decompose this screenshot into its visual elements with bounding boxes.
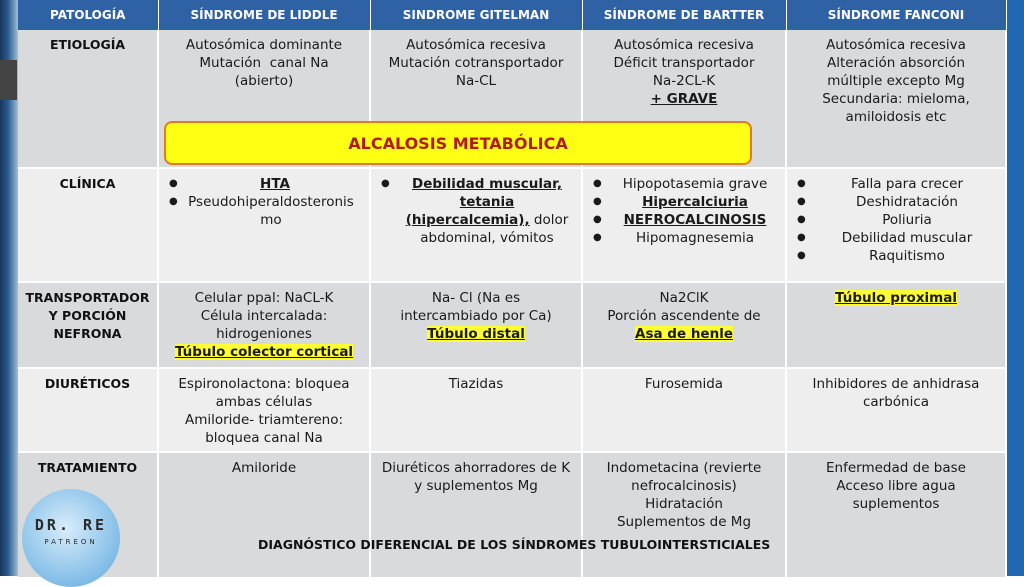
highlighted-term (163, 343, 365, 361)
text-line: múltiple excepto Mg (827, 73, 965, 89)
highlighted-term (375, 325, 577, 343)
cell-clinica-fanconi (786, 168, 1006, 282)
list-item-text: Deshidratación (856, 194, 958, 210)
header-bartter: SÍNDROME DE BARTTER (582, 0, 786, 30)
text-line: Hidratación (645, 496, 723, 512)
text-line: Mutación cotransportador (388, 55, 564, 71)
header-patologia: PATOLOGÍA (18, 0, 158, 30)
highlighted-term (791, 289, 1001, 307)
cell-diureticos-bartter (582, 368, 786, 452)
text-line: nefrocalcinosis) (631, 478, 737, 494)
text-line: y suplementos Mg (414, 478, 538, 494)
list-item (791, 247, 1001, 265)
right-decor-band (1006, 0, 1024, 576)
cell-tratamiento-liddle (158, 452, 370, 578)
highlighted-term (587, 325, 781, 343)
header-liddle: SÍNDROME DE LIDDLE (158, 0, 370, 30)
row-transportador (18, 282, 1006, 368)
list-item-text: Debilidad muscular (841, 230, 973, 246)
cell-etiologia-fanconi (786, 30, 1006, 168)
text-line: Na2ClK (659, 290, 709, 306)
list-item (587, 175, 781, 193)
list-item (791, 175, 1001, 193)
text-line: ambas células (215, 394, 313, 410)
list-item-text: Hipomagnesemia (635, 230, 755, 246)
text-line: Diuréticos ahorradores de K (381, 460, 571, 476)
cell-tratamiento-gitelman (370, 452, 582, 578)
text-line: Tiazidas (448, 376, 504, 392)
list-item-text-emph: Debilidad muscular, tetania (hipercalcemia), (405, 176, 562, 228)
text-line: Indometacina (revierte (606, 460, 762, 476)
text-line: Autosómica recesiva (826, 37, 966, 53)
list-item (587, 211, 781, 229)
list-item (163, 175, 365, 193)
text-line: Acceso libre agua (836, 478, 956, 494)
text-line: Autosómica dominante (185, 37, 343, 53)
text-line: carbónica (862, 394, 930, 410)
header-gitelman: SINDROME GITELMAN (370, 0, 582, 30)
logo-title: DR. RE (34, 516, 108, 534)
text-line: Autosómica recesiva (614, 37, 754, 53)
cell-diureticos-liddle (158, 368, 370, 452)
text-line: Mutación canal Na (199, 55, 329, 71)
text-line: (abierto) (234, 73, 294, 89)
row-label-transportador: TRANSPORTADOR Y PORCIÓN NEFRONA (18, 282, 158, 368)
cell-clinica-bartter (582, 168, 786, 282)
highlighted-term-text: Asa de henle (635, 326, 733, 342)
bullet-list (791, 175, 1001, 265)
row-tratamiento (18, 452, 1006, 578)
list-item (375, 175, 577, 247)
list-item (587, 229, 781, 247)
alcalosis-banner: ALCALOSIS METABÓLICA (164, 121, 752, 165)
text-line: Enfermedad de base (826, 460, 966, 476)
text-line: amiloidosis etc (845, 109, 947, 125)
highlighted-term-text: Túbulo proximal (835, 290, 957, 306)
row-label-diureticos: DIURÉTICOS (18, 368, 158, 452)
cell-clinica-liddle (158, 168, 370, 282)
slide-caption: DIAGNÓSTICO DIFERENCIAL DE LOS SÍNDROMES TUBULOINTERSTICIALES (258, 537, 771, 552)
text-line: Déficit transportador (613, 55, 755, 71)
text-line: Suplementos de Mg (616, 514, 752, 530)
text-line: Na-2CL-K (652, 73, 716, 89)
text-line: Furosemida (644, 376, 724, 392)
dr-re-logo (22, 489, 120, 587)
bullet-list (163, 175, 365, 229)
list-item-text: Hipercalciuria (642, 194, 748, 210)
cell-tratamiento-fanconi (786, 452, 1006, 578)
cell-tratamiento-bartter (582, 452, 786, 578)
cell-transportador-gitelman (370, 282, 582, 368)
list-item (163, 193, 365, 229)
row-label-tratamiento: TRATAMIENTO (18, 452, 158, 578)
list-item (587, 193, 781, 211)
cell-clinica-gitelman (370, 168, 582, 282)
list-item-text: Hipopotasemia grave (622, 176, 768, 192)
text-line: Na-CL (455, 73, 497, 89)
text-line: Amiloride- triamtereno: (184, 412, 344, 428)
list-item (791, 229, 1001, 247)
left-decor-notch (0, 60, 17, 100)
text-line: Autosómica recesiva (406, 37, 546, 53)
cell-diureticos-gitelman (370, 368, 582, 452)
text-line: Alteración absorción (826, 55, 966, 71)
text-line: hidrogeniones (216, 326, 312, 342)
text-line-grave: + GRAVE (650, 91, 718, 107)
text-line: Espironolactona: bloquea (178, 376, 350, 392)
text-line: suplementos (852, 496, 940, 512)
list-item (791, 211, 1001, 229)
list-item (791, 193, 1001, 211)
list-item-text: dolor abdominal, vómitos (420, 212, 569, 246)
list-item-text: Raquitismo (869, 248, 945, 264)
bullet-list (587, 175, 781, 247)
highlighted-term-text: Túbulo colector cortical (174, 344, 354, 360)
cell-diureticos-fanconi (786, 368, 1006, 452)
text-line: Porción ascendente de (607, 308, 761, 324)
highlighted-term-text: Túbulo distal (427, 326, 525, 342)
header-fanconi: SÍNDROME FANCONI (786, 0, 1006, 30)
text-line: intercambiado por Ca) (400, 308, 552, 324)
row-label-etiologia: ETIOLOGÍA (18, 30, 158, 168)
text-line: Celular ppal: NaCL-K (194, 290, 334, 306)
list-item-text: Poliuria (882, 212, 932, 228)
list-item-text: HTA (260, 176, 290, 192)
text-line: Secundaria: mieloma, (822, 91, 970, 107)
row-diureticos (18, 368, 1006, 452)
cell-transportador-fanconi (786, 282, 1006, 368)
text-line: Inhibidores de anhidrasa (812, 376, 980, 392)
bullet-list (375, 175, 577, 247)
list-item-text: Pseudohiperaldosteronismo (188, 194, 354, 228)
list-item-text: NEFROCALCINOSIS (623, 212, 767, 228)
slide (18, 0, 1006, 576)
row-label-clinica: CLÍNICA (18, 168, 158, 282)
text-line: Na- Cl (Na es (431, 290, 521, 306)
comparison-table (18, 0, 1007, 579)
text-line: Amiloride (231, 460, 297, 476)
header-row (18, 0, 1006, 30)
text-line: Célula intercalada: (200, 308, 328, 324)
text-line: bloquea canal Na (205, 430, 323, 446)
list-item-text: Falla para crecer (850, 176, 964, 192)
logo-subtitle: PATREON (44, 538, 98, 546)
cell-transportador-liddle (158, 282, 370, 368)
row-clinica (18, 168, 1006, 282)
cell-transportador-bartter (582, 282, 786, 368)
